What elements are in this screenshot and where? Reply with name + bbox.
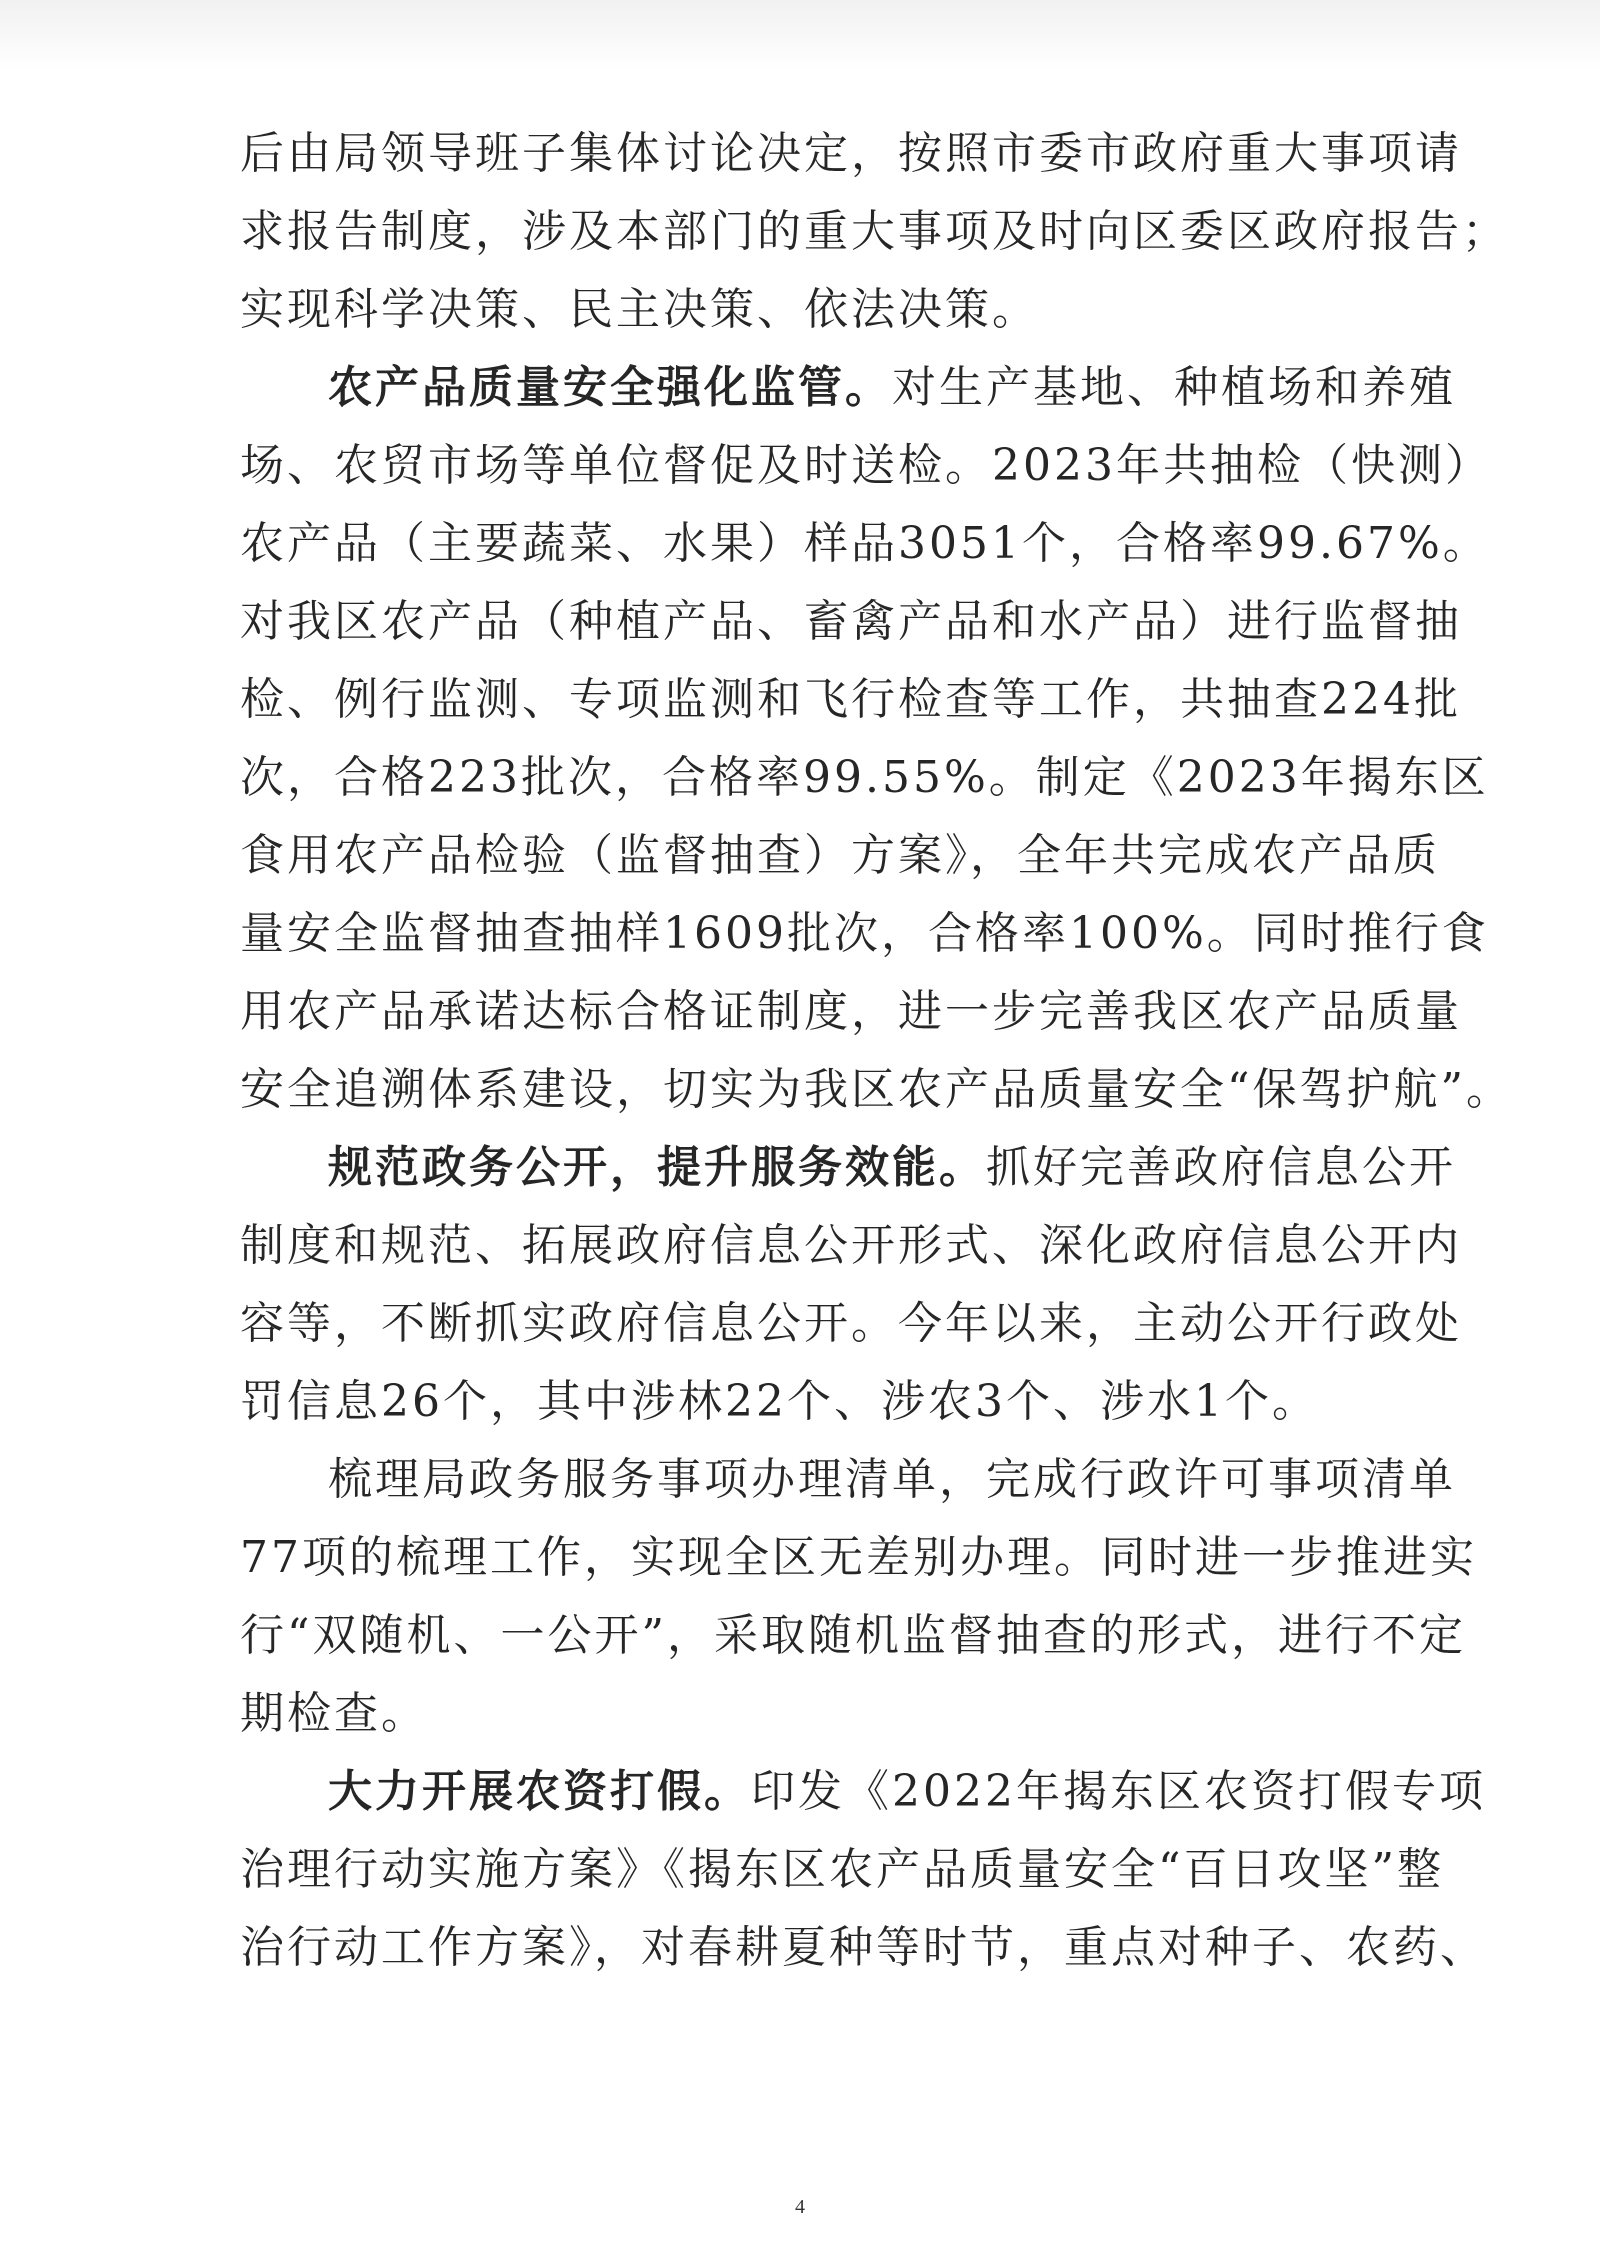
text-line: 安全追溯体系建设，切实为我区农产品质量安全“保驾护航”。 — [240, 1064, 1513, 1115]
text-line: 期检查。 — [240, 1688, 428, 1739]
text-line: 对我区农产品（种植产品、畜禽产品和水产品）进行监督抽 — [240, 596, 1462, 647]
text-line: 农产品（主要蔬菜、水果）样品3051个，合格率99.67%。 — [240, 518, 1490, 569]
text-line: 治理行动实施方案》《揭东区农产品质量安全“百日攻坚”整 — [240, 1844, 1444, 1895]
text-line: 用农产品承诺达标合格证制度，进一步完善我区农产品质量 — [240, 986, 1462, 1037]
text-span: 对生产基地、种植场和养殖 — [892, 362, 1456, 413]
paragraph-heading-line — [328, 1762, 1486, 1822]
paragraph-heading: 大力开展农资打假。 — [328, 1766, 751, 1817]
text-span: 抓好完善政府信息公开 — [986, 1142, 1456, 1193]
text-line: 容等，不断抓实政府信息公开。今年以来，主动公开行政处 — [240, 1298, 1462, 1349]
text-line: 求报告制度，涉及本部门的重大事项及时向区委区政府报告； — [240, 206, 1509, 257]
text-line: 实现科学决策、民主决策、依法决策。 — [240, 284, 1039, 335]
text-line: 次，合格223批次，合格率99.55%。制定《2023年揭东区 — [240, 752, 1489, 803]
text-line: 制度和规范、拓展政府信息公开形式、深化政府信息公开内 — [240, 1220, 1462, 1271]
text-line: 食用农产品检验（监督抽查）方案》，全年共完成农产品质 — [240, 830, 1440, 881]
text-line: 场、农贸市场等单位督促及时送检。2023年共抽检（快测） — [240, 440, 1492, 491]
text-line: 罚信息26个，其中涉林22个、涉农3个、涉水1个。 — [240, 1376, 1319, 1427]
paragraph-heading-line — [328, 358, 1456, 418]
text-span: 印发《2022年揭东区农资打假专项 — [751, 1766, 1486, 1817]
text-line: 77项的梳理工作，实现全区无差别办理。同时进一步推进实 — [240, 1532, 1477, 1583]
text-line: 后由局领导班子集体讨论决定，按照市委市政府重大事项请 — [240, 128, 1462, 179]
text-line: 梳理局政务服务事项办理清单，完成行政许可事项清单 — [328, 1454, 1456, 1505]
text-line: 行“双随机、一公开”，采取随机监督抽查的形式，进行不定 — [240, 1610, 1466, 1661]
text-line: 检、例行监测、专项监测和飞行检查等工作，共抽查224批 — [240, 674, 1461, 725]
scan-edge — [0, 0, 1600, 70]
text-line: 治行动工作方案》，对春耕夏种等时节，重点对种子、农药、 — [240, 1922, 1487, 1973]
paragraph-heading-line — [328, 1138, 1456, 1198]
paragraph-heading: 规范政务公开，提升服务效能。 — [328, 1142, 986, 1193]
text-line: 量安全监督抽查抽样1609批次，合格率100%。同时推行食 — [240, 908, 1489, 959]
page-number: 4 — [795, 2196, 805, 2218]
paragraph-heading: 农产品质量安全强化监管。 — [328, 362, 892, 413]
